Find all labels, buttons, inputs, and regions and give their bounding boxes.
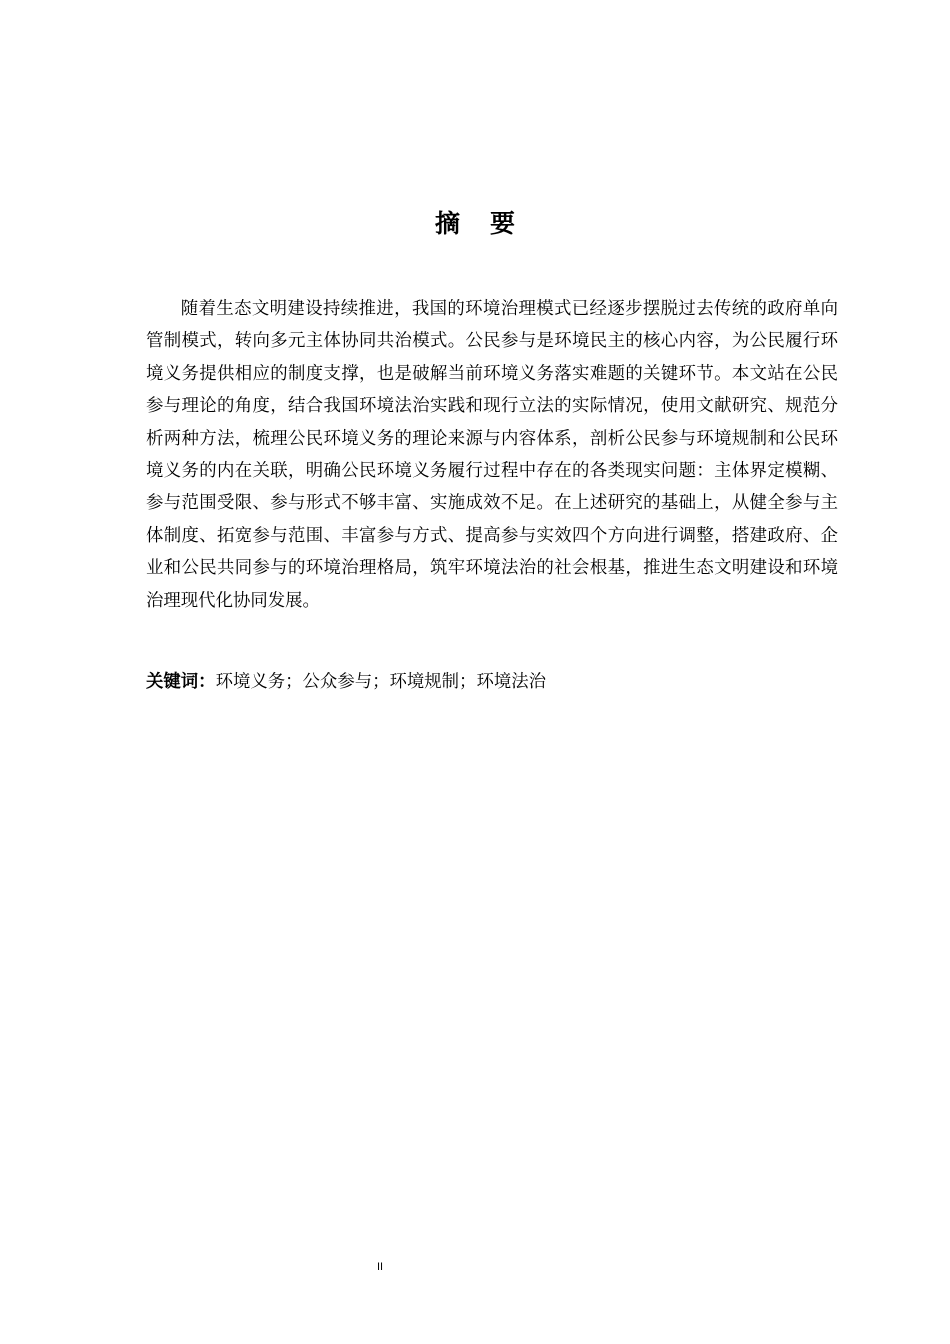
abstract-title-char-1: 摘: [434, 209, 460, 238]
abstract-title: [0, 204, 950, 244]
page-number: II: [376, 1261, 384, 1273]
keywords-line: [146, 665, 838, 698]
abstract-paragraph: 随着生态文明建设持续推进，我国的环境治理模式已经逐步摆脱过去传统的政府单向管制模式，转向多元主体协同共治模式。公民参与是环境民主的核心内容，为公民履行环境义务提供相应的制度支撑，也是破解当前环境义务落实难题的关键环节。本文站在公民参与理论的角度，结合我国环境法治实践和现行立法的实际情况，使用文献研究、规范分析两种方法，梳理公民环境义务的理论来源与内容体系，剖析公民参与环境规制和公民环境义务的内在关联，明确公民环境义务履行过程中存在的各类现实问题：主体界定模糊、参与范围受限、参与形式不够丰富、实施成效不足。在上述研究的基础上，从健全参与主体制度、拓宽参与范围、丰富参与方式、提高参与实效四个方向进行调整，搭建政府、企业和公民共同参与的环境治理格局，筑牢环境法治的社会根基，推进生态文明建设和环境治理现代化协同发展。: [146, 299, 838, 611]
keywords-list: 环境义务；公众参与；环境规制；环境法治: [215, 672, 547, 692]
keywords-label: 关键词：: [146, 672, 216, 692]
abstract-title-char-2: 要: [490, 209, 516, 238]
